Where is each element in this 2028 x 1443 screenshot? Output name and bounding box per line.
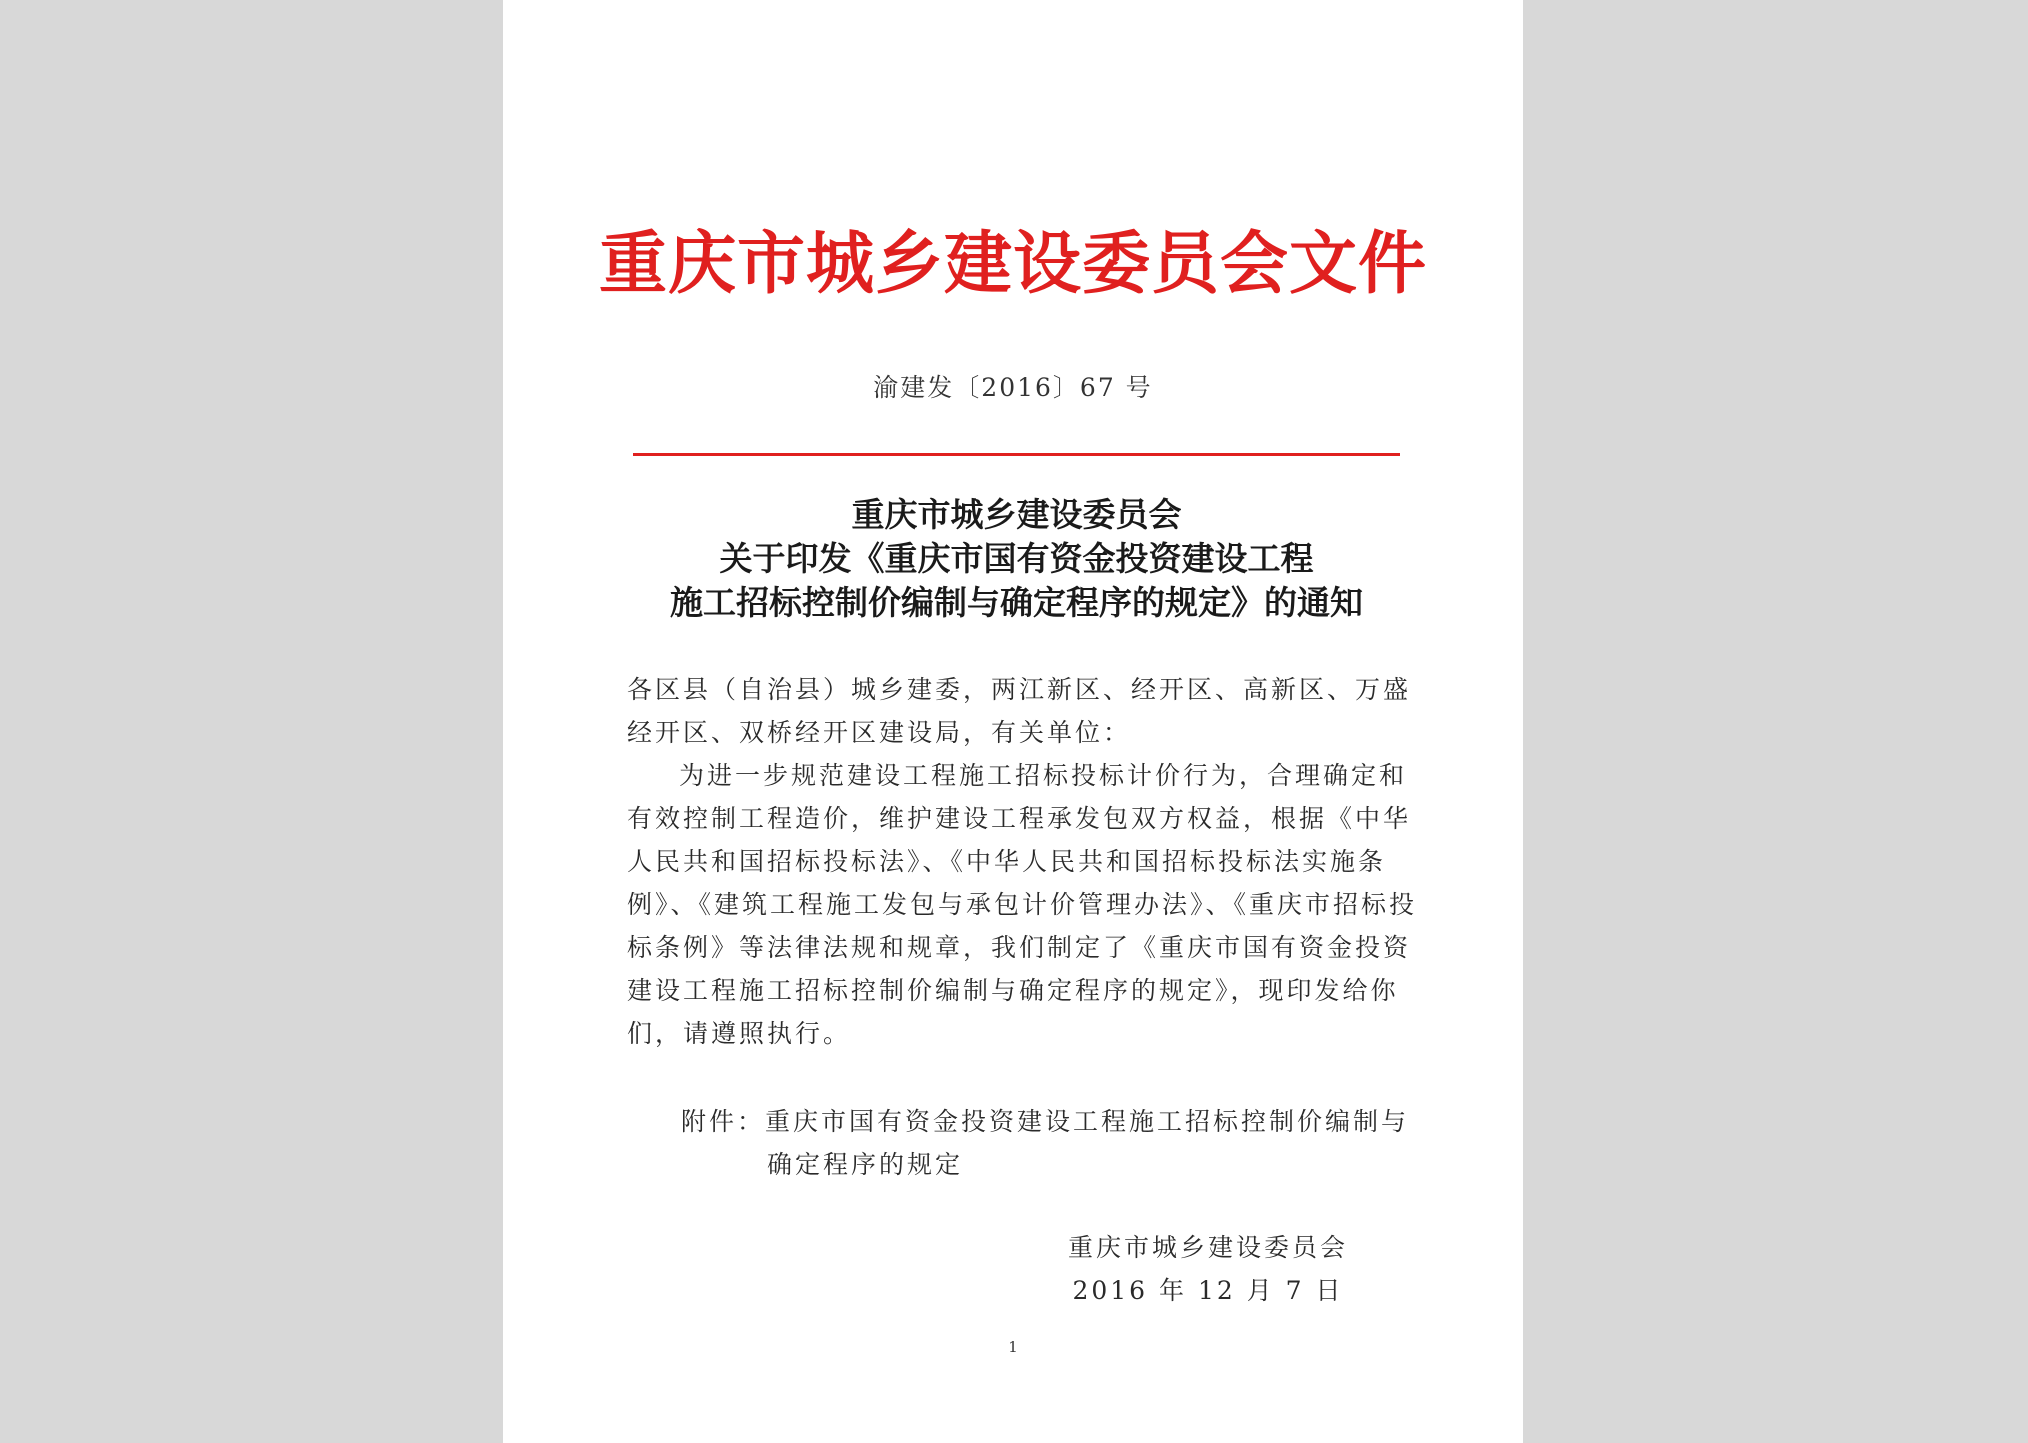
attachment-note [681,1100,1409,1186]
page-number: 1 [1008,1338,1018,1356]
body-line: 建设工程施工招标控制价编制与确定程序的规定》，现印发给你 [627,976,1399,1005]
body-line: 人民共和国招标投标法》、《中华人民共和国招标投标法实施条 [627,847,1387,876]
document-page [503,0,1523,1443]
notice-title-line: 施工招标控制价编制与确定程序的规定》的通知 [670,583,1363,622]
body-line: 们，请遵照执行。 [627,1019,852,1048]
attachment-line: 附件：重庆市国有资金投资建设工程施工招标控制价编制与 [681,1107,1410,1136]
body-line: 有效控制工程造价，维护建设工程承发包双方权益，根据《中华 [627,804,1412,833]
document-number: 渝建发〔2016〕67 号 [873,373,1153,402]
signature-org: 重庆市城乡建设委员会 [1067,1233,1348,1262]
body-line: 经开区、双桥经开区建设局，有关单位： [627,718,1132,747]
notice-title-line: 关于印发《重庆市国有资金投资建设工程 [719,539,1314,578]
red-header-title: 重庆市城乡建设委员会文件 [598,224,1427,304]
notice-body [627,668,1418,1055]
red-divider-line [633,453,1400,456]
signature-block [1058,1226,1358,1312]
signature-date: 2016 年 12 月 7 日 [1072,1276,1344,1305]
body-line: 各区县（自治县）城乡建委，两江新区、经开区、高新区、万盛 [627,675,1412,704]
notice-title [633,493,1400,625]
body-line: 标条例》等法律法规和规章，我们制定了《重庆市国有资金投资 [627,933,1412,962]
body-line: 为进一步规范建设工程施工招标投标计价行为，合理确定和 [679,761,1408,790]
attachment-line: 确定程序的规定 [767,1150,964,1179]
body-line: 例》、《建筑工程施工发包与承包计价管理办法》、《重庆市招标投 [627,890,1418,919]
notice-title-line: 重庆市城乡建设委员会 [851,495,1182,534]
